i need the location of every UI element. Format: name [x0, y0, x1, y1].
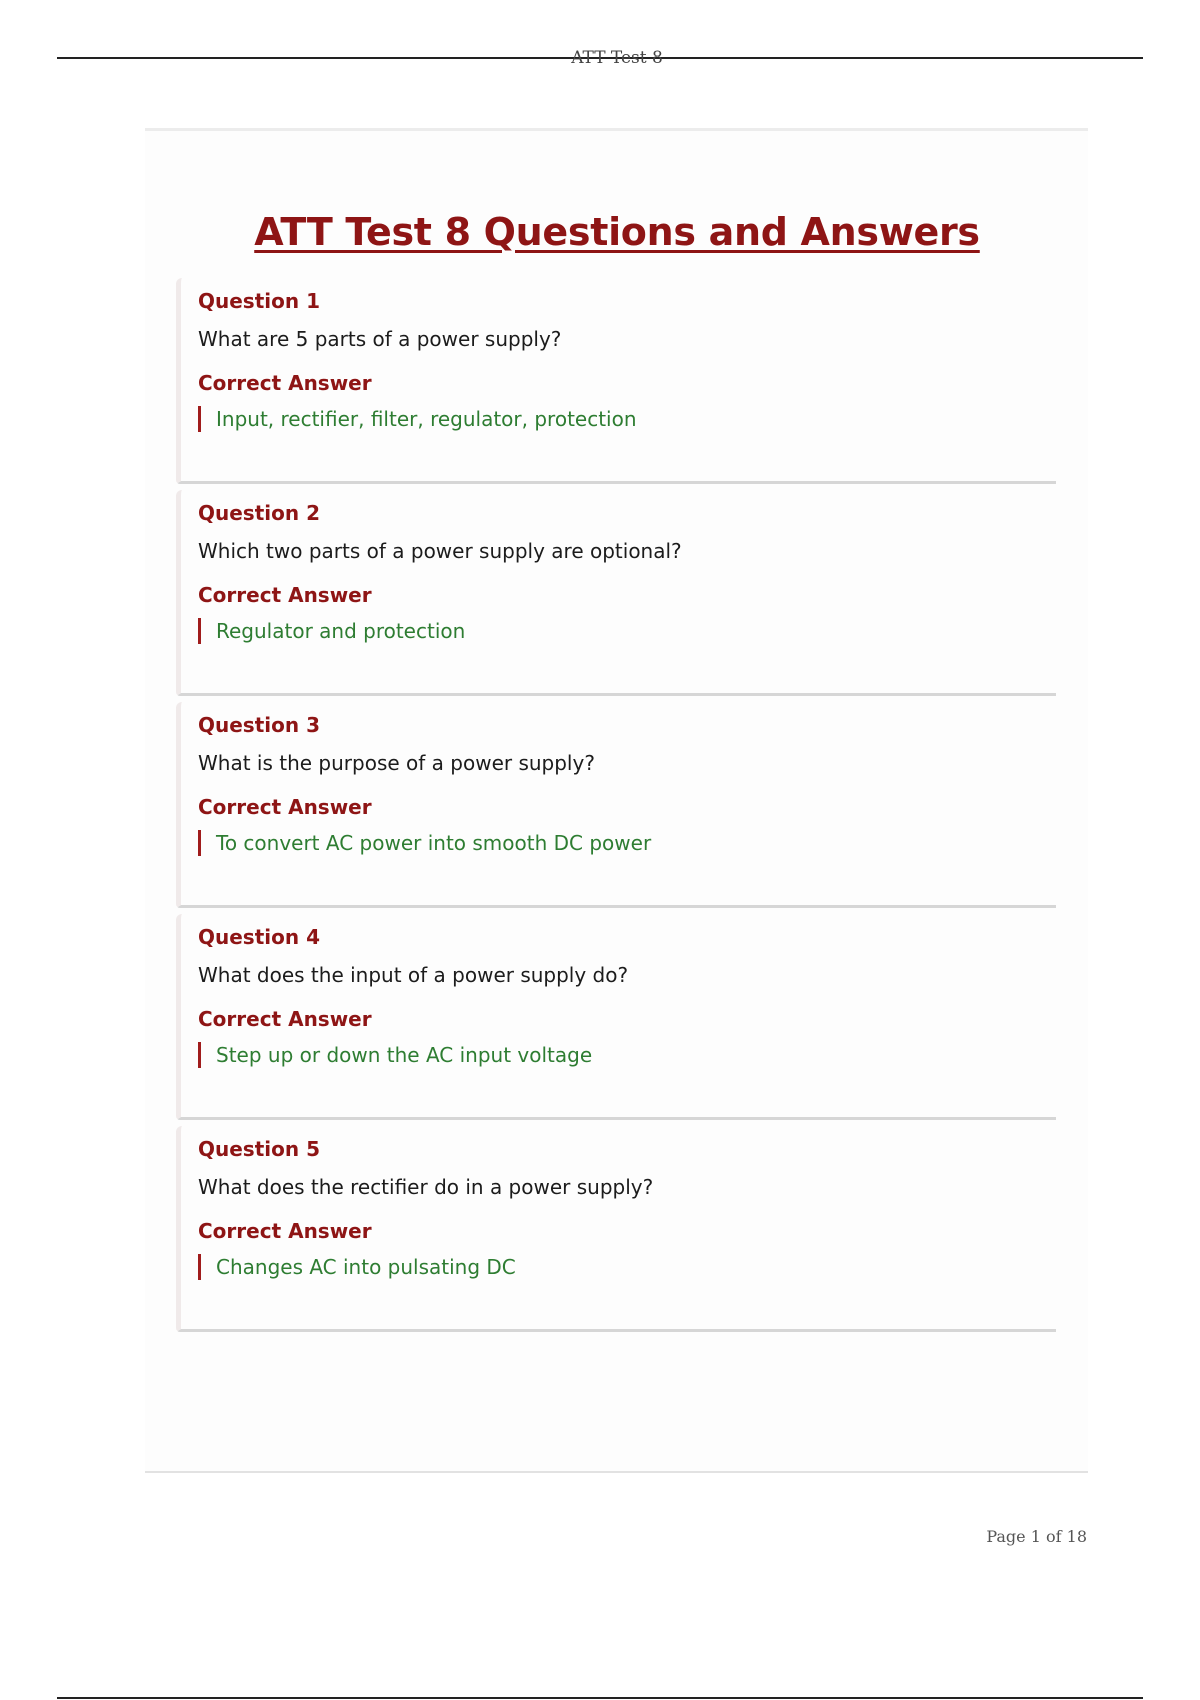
question-text: What is the purpose of a power supply?	[198, 751, 595, 775]
question-text: What does the input of a power supply do?	[198, 963, 629, 987]
question-text: Which two parts of a power supply are optional?	[198, 539, 682, 563]
answer-text: Regulator and protection	[198, 618, 465, 644]
answer-text: Step up or down the AC input voltage	[198, 1042, 592, 1068]
question-card-3	[176, 702, 1056, 908]
answer-text: To convert AC power into smooth DC power	[198, 830, 651, 856]
question-number: Question 2	[198, 501, 320, 525]
footer-rule	[57, 1697, 1143, 1699]
correct-answer-label: Correct Answer	[198, 371, 372, 395]
question-list	[176, 278, 1056, 1338]
correct-answer-label: Correct Answer	[198, 795, 372, 819]
answer-text: Changes AC into pulsating DC	[198, 1254, 516, 1280]
answer-text: Input, rectifier, filter, regulator, protection	[198, 406, 637, 432]
question-card-5	[176, 1126, 1056, 1332]
question-text: What does the rectifier do in a power supply?	[198, 1175, 654, 1199]
question-number: Question 1	[198, 289, 320, 313]
document-title: ATT Test 8 Questions and Answers	[254, 210, 980, 254]
correct-answer-label: Correct Answer	[198, 1007, 372, 1031]
correct-answer-label: Correct Answer	[198, 583, 372, 607]
question-card-4	[176, 914, 1056, 1120]
question-card-1	[176, 278, 1056, 484]
correct-answer-label: Correct Answer	[198, 1219, 372, 1243]
question-number: Question 3	[198, 713, 320, 737]
question-card-2	[176, 490, 1056, 696]
running-header: ATT Test 8	[571, 48, 663, 68]
question-text: What are 5 parts of a power supply?	[198, 327, 562, 351]
question-number: Question 5	[198, 1137, 320, 1161]
page-number: Page 1 of 18	[986, 1527, 1087, 1546]
question-number: Question 4	[198, 925, 320, 949]
